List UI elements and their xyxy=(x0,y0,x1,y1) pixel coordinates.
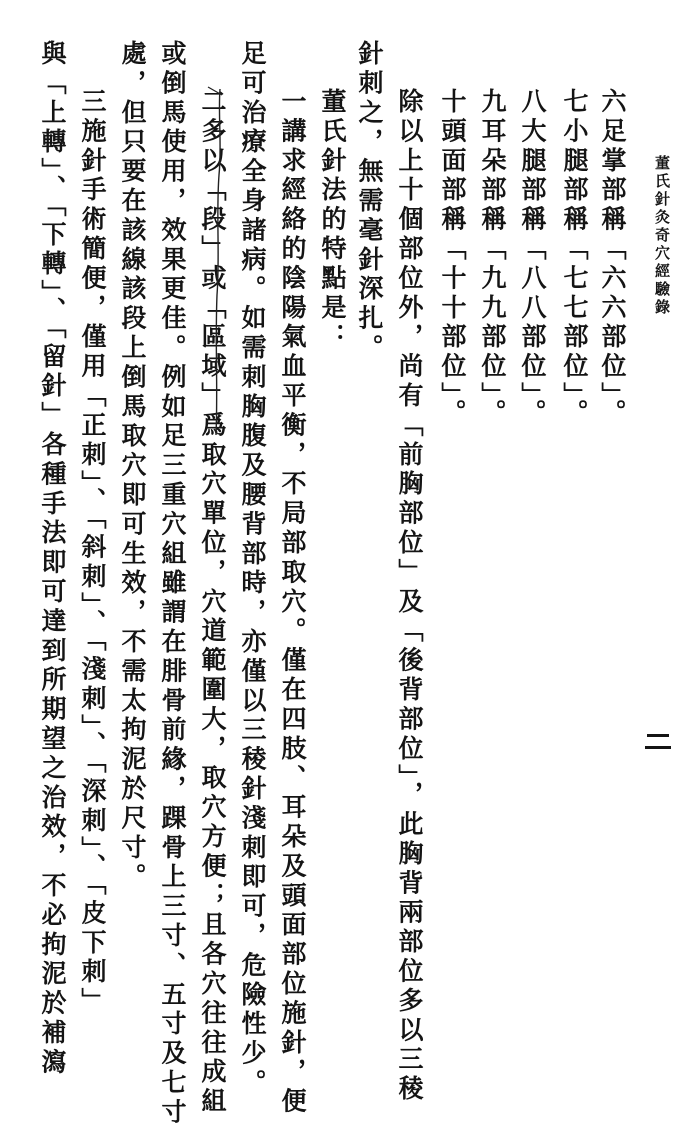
page-number-stroke-top xyxy=(647,734,669,737)
handwritten-underline-mark xyxy=(198,85,228,445)
text-column-6: 除以上十個部位外，尚有「前胸部位」及「後背部位」，此胸背兩部位多以三稜 xyxy=(395,88,424,1105)
running-header: 董氏針灸奇穴經驗錄 xyxy=(653,155,671,317)
text-column-11: 二多以「段」或「區域」爲取穴單位，穴道範圍大，取穴方便；且各穴往往成組 xyxy=(198,88,227,1117)
page-number xyxy=(645,732,671,752)
text-column-7: 針刺之，無需毫針深扎。 xyxy=(355,40,384,364)
text-column-15: 與「上轉」、「下轉」、「留針」各種手法即可達到所期望之治效，不必拘泥於補瀉 xyxy=(38,40,67,1078)
page-number-stroke-bottom xyxy=(645,746,671,749)
text-column-4: 九耳朵部稱「九九部位」。 xyxy=(478,88,507,429)
text-column-2: 七小腿部稱「七七部位」。 xyxy=(560,88,589,429)
page-number-text xyxy=(645,732,646,733)
text-column-9: 一講求經絡的陰陽氣血平衡，不局部取穴。僅在四肢、耳朵及頭面部位施針，便 xyxy=(278,88,307,1117)
text-column-14: 三施針手術簡便，僅用「正刺」、「斜刺」、「淺刺」、「深刺」、「皮下刺」 xyxy=(78,88,107,1017)
text-column-1: 六足掌部稱「六六部位」。 xyxy=(598,88,627,429)
text-column-3: 八大腿部稱「八八部位」。 xyxy=(518,88,547,429)
text-column-5: 十頭面部稱「十十部位」。 xyxy=(438,88,467,429)
section-heading: 董氏針法的特點是： xyxy=(318,88,347,353)
text-column-10: 足可治療全身諸病。如需刺胸腹及腰背部時，亦僅以三稜針淺刺即可，危險性少。 xyxy=(238,40,267,1099)
text-column-13: 處，但只要在該線該段上倒馬取穴即可生效，不需太拘泥於尺寸。 xyxy=(118,40,147,893)
text-column-12: 或倒馬使用，效果更佳。例如足三重穴組雖謂在腓骨前緣，踝骨上三寸、五寸及七寸 xyxy=(158,40,187,1128)
